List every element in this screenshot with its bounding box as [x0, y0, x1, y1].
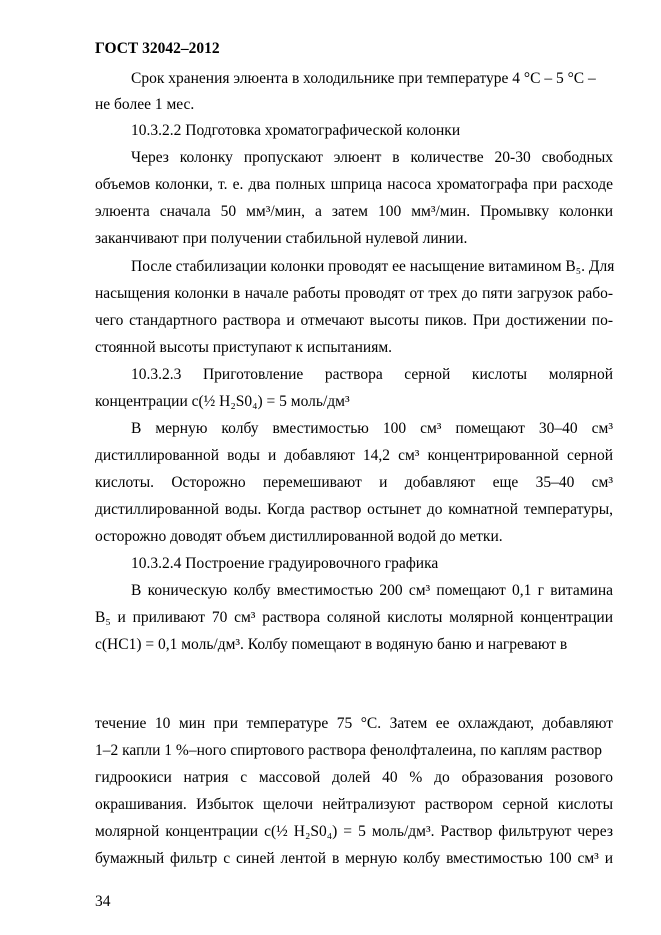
text-line: гидроокиси натрия с массовой долей 40 % до образования розового: [95, 769, 613, 786]
standard-header: ГОСТ 32042–2012: [95, 40, 220, 57]
text-line: Через колонку пропускают элюент в количестве 20-30 свободных: [131, 149, 613, 166]
text-line: насыщения колонки в начале работы проводят от трех до пяти загрузок рабо-: [95, 285, 613, 302]
page-number: 34: [95, 893, 111, 910]
text-line: молярной концентрации c(½ H₂S0₄) = 5 моль/дм³. Раствор фильтруют через: [95, 823, 613, 840]
text-line: заканчивают при получении стабильной нулевой линии.: [95, 230, 468, 247]
text-line: окрашивания. Избыток щелочи нейтрализуют раствором серной кислоты: [95, 796, 613, 813]
text-line: элюента сначала 50 мм³/мин, а затем 100 мм³/мин. Промывку колонки: [95, 203, 613, 220]
text-line: не более 1 мес.: [95, 96, 195, 113]
section-heading: 10.3.2.4 Построение градуировочного графика: [131, 555, 439, 572]
text-line: кислоты. Осторожно перемешивают и добавляют еще 35–40 см³: [95, 474, 613, 491]
text-line: чего стандартного раствора и отмечают высоты пиков. При достижении по-: [95, 312, 613, 329]
text-line: дистиллированной воды и добавляют 14,2 см³ концентрированной серной: [95, 447, 613, 464]
text-line: стоянной высоты приступают к испытаниям.: [95, 339, 393, 356]
text-line: B₅ и приливают 70 см³ раствора соляной кислоты молярной концентрации: [95, 609, 613, 626]
section-heading: 10.3.2.2 Подготовка хроматографической колонки: [131, 122, 461, 139]
text-line: В мерную колбу вместимостью 100 см³ помещают 30–40 см³: [131, 420, 613, 437]
text-line: c(HC1) = 0,1 моль/дм³. Колбу помещают в водяную баню и нагревают в: [95, 636, 568, 653]
text-line: осторожно доводят объем дистиллированной водой до метки.: [95, 528, 503, 545]
text-line: течение 10 мин при температуре 75 °С. Затем ее охлаждают, добавляют: [95, 715, 613, 732]
text-line: Срок хранения элюента в холодильнике при температуре 4 °С – 5 °С –: [131, 70, 596, 87]
section-heading: концентрации c(½ H₂S0₄) = 5 моль/дм³: [95, 393, 350, 410]
text-line: дистиллированной воды. Когда раствор остынет до комнатной температуры,: [95, 501, 613, 518]
text-line: В коническую колбу вместимостью 200 см³ помещают 0,1 г витамина: [131, 582, 613, 599]
text-line: объемов колонки, т. е. два полных шприца насоса хроматографа при расходе: [95, 176, 613, 193]
text-line: После стабилизации колонки проводят ее насыщение витамином B₅. Для: [131, 258, 615, 275]
text-line: 1–2 капли 1 %–ного спиртового раствора фенолфталеина, по каплям раствор: [95, 742, 602, 759]
section-heading: 10.3.2.3 Приготовление раствора серной кислоты молярной: [131, 366, 613, 383]
text-line: бумажный фильтр с синей лентой в мерную колбу вместимостью 100 см³ и: [95, 850, 613, 867]
